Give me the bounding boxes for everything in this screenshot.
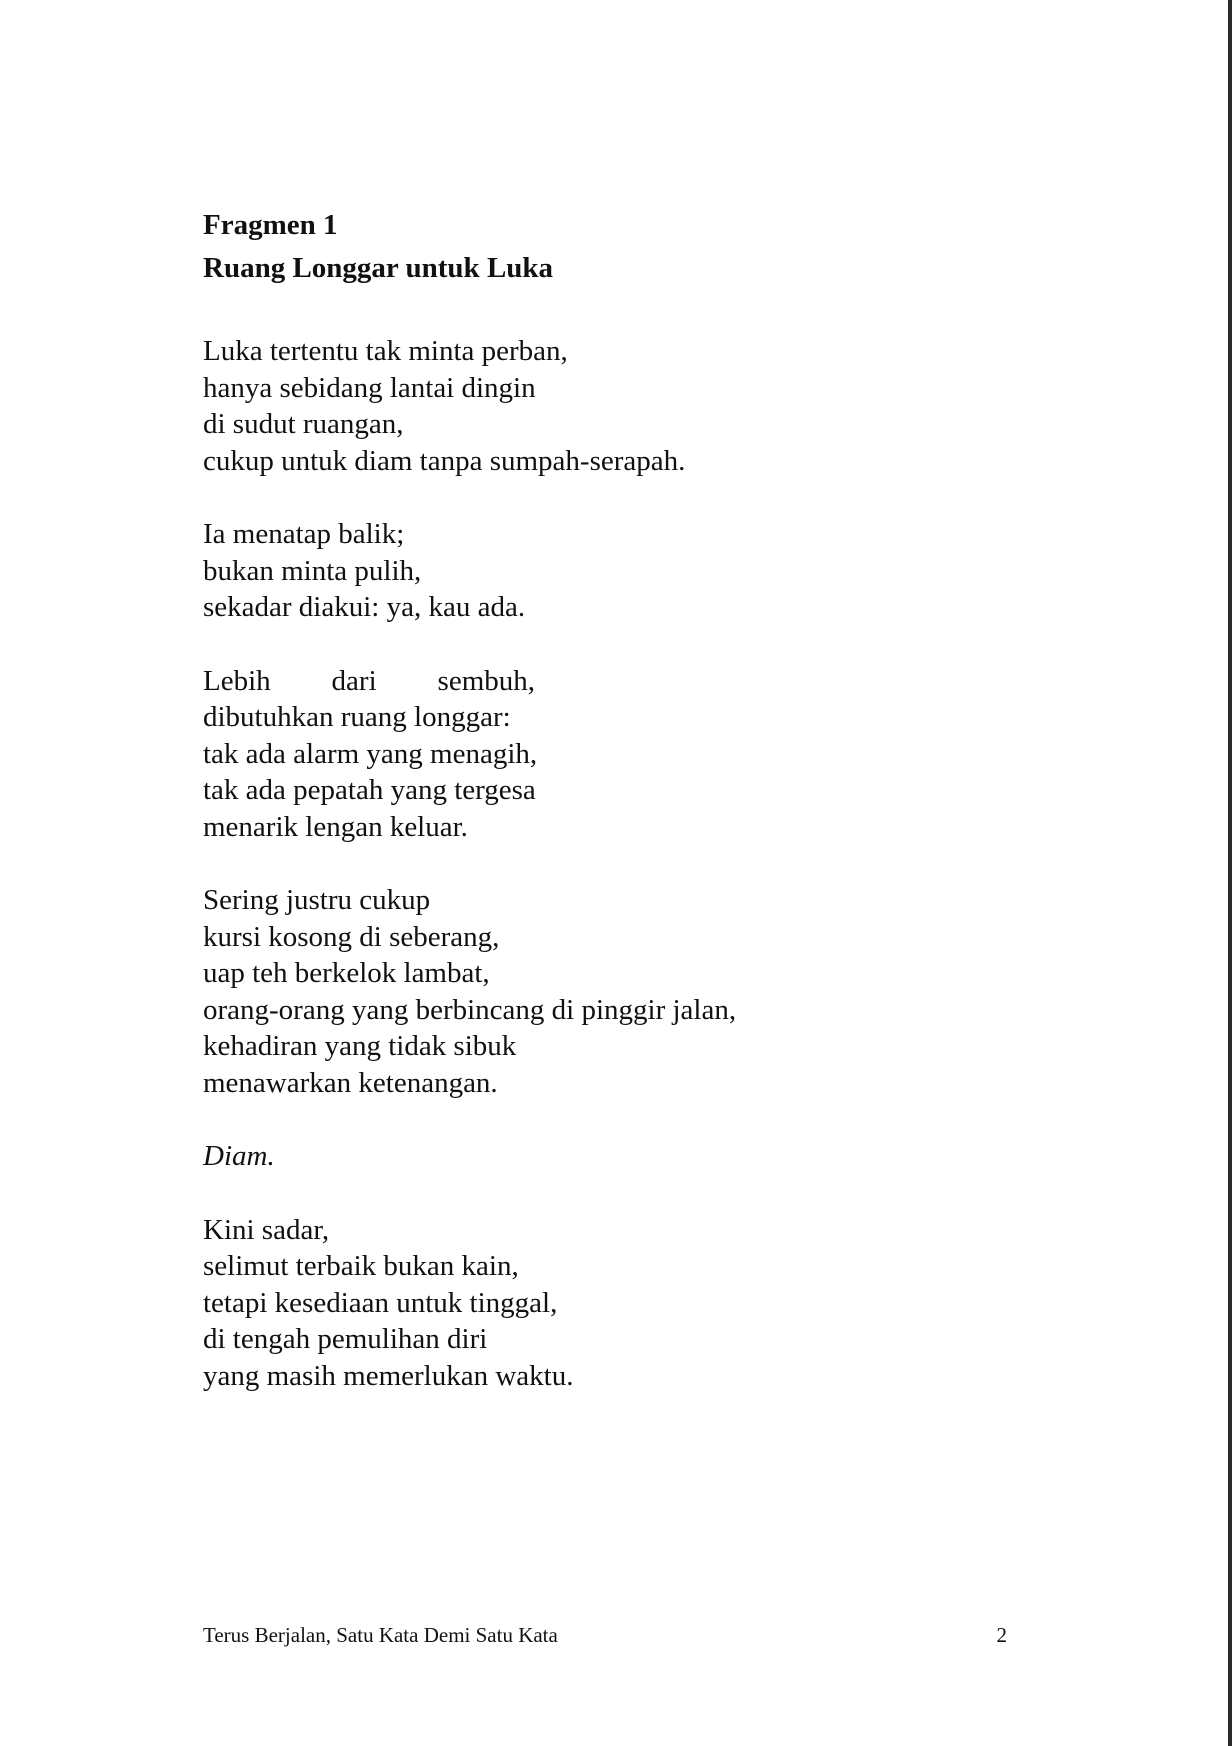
poem-content	[203, 204, 1083, 1431]
poem-line-justified	[203, 663, 535, 700]
stanza-3	[203, 663, 1083, 846]
poem-line: tetapi kesediaan untuk tinggal,	[203, 1286, 558, 1319]
poem-line: kehadiran yang tidak sibuk	[203, 1030, 517, 1062]
poem-line: bukan minta pulih,	[203, 554, 422, 587]
page-number: 2	[996, 1623, 1007, 1647]
poem-word: dari	[331, 664, 377, 697]
poem-line: tak ada alarm yang menagih,	[203, 737, 538, 770]
poem-line: di sudut ruangan,	[203, 408, 404, 440]
poem-line: Kini sadar,	[203, 1213, 330, 1246]
poem-line: di tengah pemulihan diri	[203, 1323, 488, 1355]
poem-line: hanya sebidang lantai dingin	[203, 371, 536, 404]
poem-line: menawarkan ketenangan.	[203, 1066, 498, 1099]
poem-word: sembuh,	[437, 664, 535, 697]
poem-title: Ruang Longgar untuk Luka	[203, 252, 554, 284]
poem-line: cukup untuk diam tanpa sumpah-serapah.	[203, 444, 686, 477]
stanza-4	[203, 882, 1083, 1101]
stanza-6	[203, 1212, 1083, 1395]
poem-line: menarik lengan keluar.	[203, 810, 468, 843]
poem-line: selimut terbaik bukan kain,	[203, 1250, 519, 1282]
stanza-1	[203, 333, 1083, 479]
footer-book-title: Terus Berjalan, Satu Kata Demi Satu Kata	[203, 1623, 558, 1647]
page-footer	[203, 1620, 1007, 1650]
poem-line: Sering justru cukup	[203, 884, 431, 916]
poem-line: Ia menatap balik;	[203, 518, 405, 550]
poem-line-italic: Diam.	[203, 1140, 275, 1172]
stanzas	[203, 333, 1083, 1394]
stanza-5	[203, 1138, 1083, 1175]
poem-line: Luka tertentu tak minta perban,	[203, 335, 568, 367]
poem-line: dibutuhkan ruang longgar:	[203, 701, 511, 733]
poem-word: Lebih	[203, 664, 271, 697]
poem-line: uap teh berkelok lambat,	[203, 957, 490, 989]
stanza-2	[203, 516, 1083, 626]
poem-line: tak ada pepatah yang tergesa	[203, 774, 536, 806]
poem-line: yang masih memerlukan waktu.	[203, 1359, 574, 1392]
poem-line: kursi kosong di seberang,	[203, 920, 500, 953]
page-edge	[1228, 0, 1232, 1746]
poem-line: orang-orang yang berbincang di pinggir jalan,	[203, 993, 737, 1026]
fragment-label: Fragmen 1	[203, 209, 338, 241]
poem-line: sekadar diakui: ya, kau ada.	[203, 591, 526, 623]
